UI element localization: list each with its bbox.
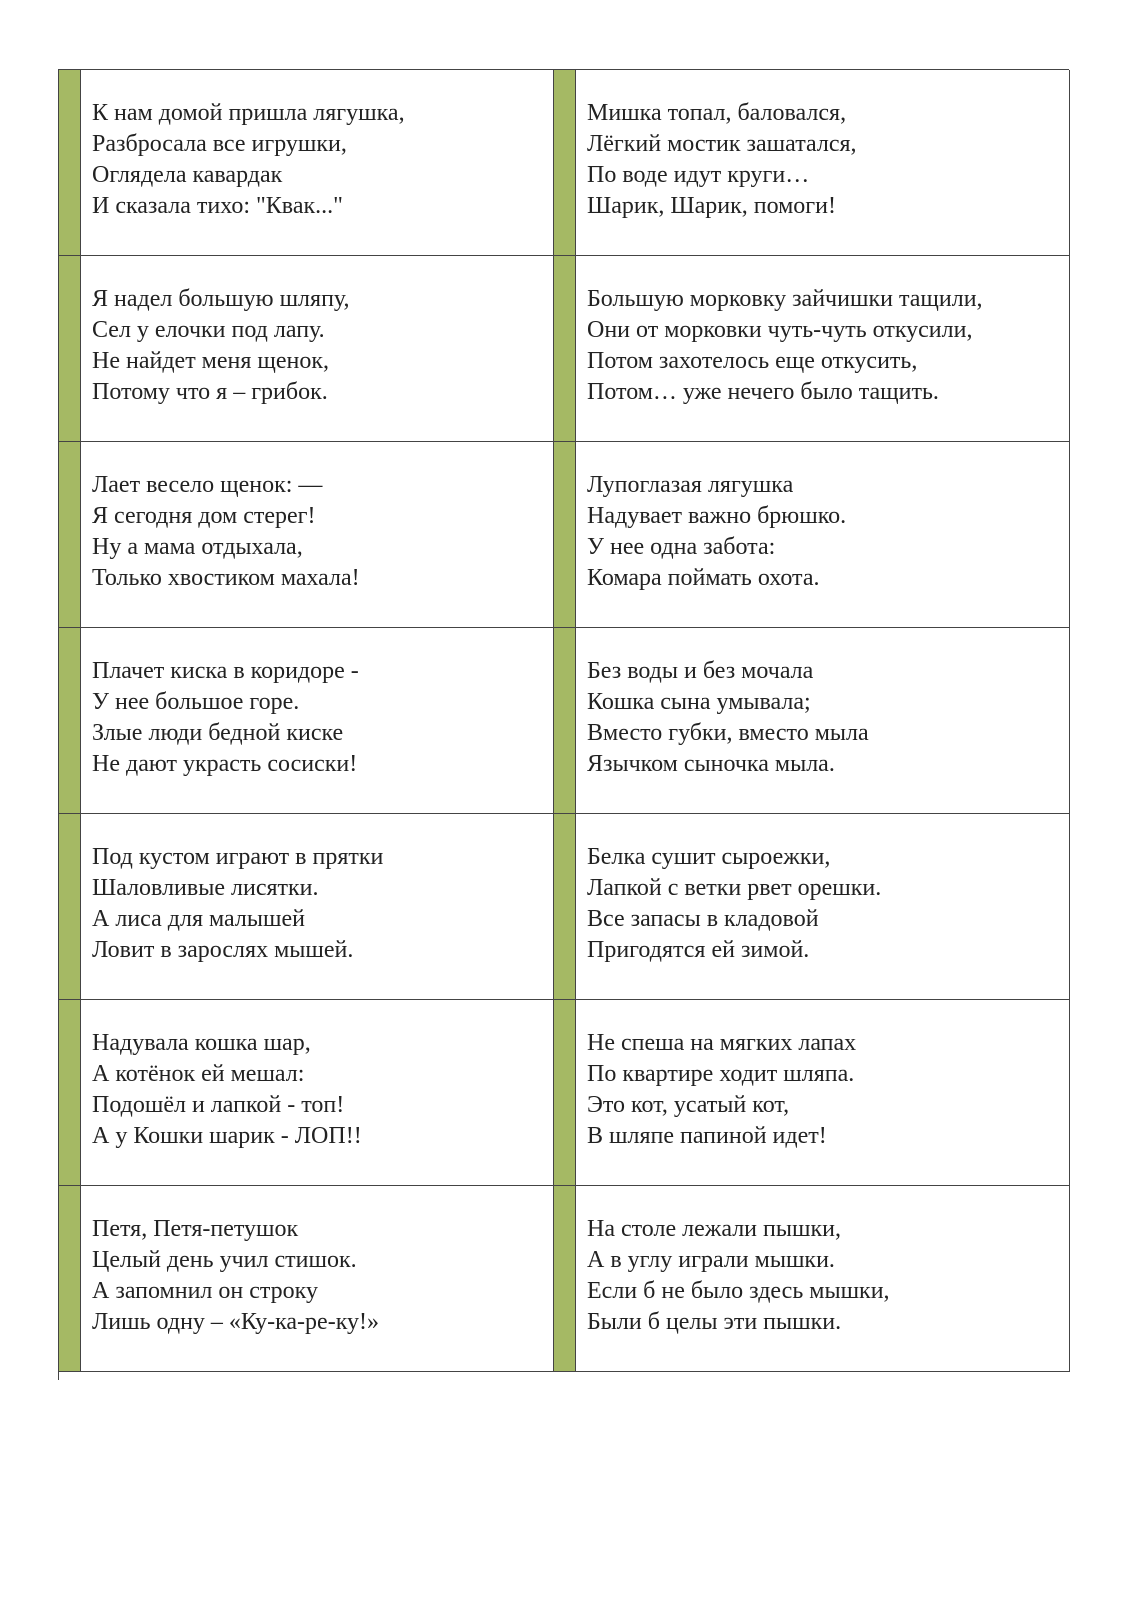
poem-card: [59, 1186, 554, 1372]
card-accent-stripe: [554, 814, 576, 999]
verse-line: У нее одна забота:: [587, 534, 776, 560]
poem-verse: [81, 70, 553, 255]
poem-verse: [81, 814, 553, 999]
verse-line: А запомнил он строку: [92, 1278, 318, 1304]
verse-line: Не спеша на мягких лапах: [587, 1030, 857, 1056]
verse-line: Пригодятся ей зимой.: [587, 937, 810, 963]
poem-card: [554, 814, 1070, 1000]
card-accent-stripe: [554, 70, 576, 255]
verse-line: Они от морковки чуть-чуть откусили,: [587, 317, 973, 343]
verse-line: Целый день учил стишок.: [92, 1247, 357, 1273]
verse-line: Шарик, Шарик, помоги!: [587, 193, 836, 219]
verse-line: В шляпе папиной идет!: [587, 1123, 827, 1149]
poem-verse: [81, 1186, 553, 1371]
verse-line: Я сегодня дом стерег!: [92, 503, 316, 529]
verse-line: Вместо губки, вместо мыла: [587, 720, 869, 746]
poem-verse: [576, 1000, 1069, 1185]
card-accent-stripe: [554, 628, 576, 813]
verse-line: Не дают украсть сосиски!: [92, 751, 358, 777]
verse-line: Под кустом играют в прятки: [92, 844, 384, 870]
verse-line: Злые люди бедной киске: [92, 720, 344, 746]
verse-line: Были б целы эти пышки.: [587, 1309, 842, 1335]
verse-line: Я надел большую шляпу,: [92, 286, 350, 312]
verse-line: К нам домой пришла лягушка,: [92, 100, 405, 126]
card-accent-stripe: [554, 442, 576, 627]
verse-line: А лиса для малышей: [92, 906, 305, 932]
verse-line: Потом… уже нечего было тащить.: [587, 379, 939, 405]
poem-card: [554, 628, 1070, 814]
verse-line: Ну а мама отдыхала,: [92, 534, 303, 560]
verse-line: Большую морковку зайчишки тащили,: [587, 286, 983, 312]
card-accent-stripe: [59, 814, 81, 999]
verse-line: Язычком сыночка мыла.: [587, 751, 835, 777]
verse-line: Без воды и без мочала: [587, 658, 814, 684]
poem-card: [59, 1000, 554, 1186]
verse-line: По квартире ходит шляпа.: [587, 1061, 855, 1087]
poem-verse: [576, 628, 1069, 813]
card-accent-stripe: [59, 256, 81, 441]
card-accent-stripe: [554, 1186, 576, 1371]
poem-verse: [576, 256, 1069, 441]
verse-line: Не найдет меня щенок,: [92, 348, 330, 374]
poem-verse: [81, 628, 553, 813]
verse-line: Подошёл и лапкой - топ!: [92, 1092, 345, 1118]
verse-line: Лает весело щенок: —: [92, 472, 323, 498]
card-accent-stripe: [59, 70, 81, 255]
verse-line: Кошка сына умывала;: [587, 689, 811, 715]
poem-card: [59, 70, 554, 256]
card-accent-stripe: [59, 1000, 81, 1185]
poem-card: [554, 442, 1070, 628]
verse-line: Надувала кошка шар,: [92, 1030, 311, 1056]
verse-line: Мишка топал, баловался,: [587, 100, 847, 126]
verse-line: Сел у елочки под лапу.: [92, 317, 325, 343]
poem-cards-sheet: [58, 69, 1069, 1380]
verse-line: Разбросала все игрушки,: [92, 131, 347, 157]
verse-line: Только хвостиком махала!: [92, 565, 360, 591]
verse-line: Лупоглазая лягушка: [587, 472, 794, 498]
verse-line: Плачет киска в коридоре -: [92, 658, 359, 684]
verse-line: Надувает важно брюшко.: [587, 503, 847, 529]
verse-line: Шаловливые лисятки.: [92, 875, 319, 901]
verse-line: Потом захотелось еще откусить,: [587, 348, 918, 374]
poem-verse: [576, 814, 1069, 999]
poem-card: [59, 256, 554, 442]
poem-verse: [81, 1000, 553, 1185]
verse-line: Белка сушит сыроежки,: [587, 844, 831, 870]
poem-card: [59, 814, 554, 1000]
poem-verse: [576, 442, 1069, 627]
card-accent-stripe: [59, 442, 81, 627]
poem-card: [554, 1000, 1070, 1186]
poem-card: [59, 442, 554, 628]
verse-line: Лишь одну – «Ку-ка-ре-ку!»: [92, 1309, 380, 1335]
verse-line: Лёгкий мостик зашатался,: [587, 131, 857, 157]
verse-line: А у Кошки шарик - ЛОП!!: [92, 1123, 362, 1149]
verse-line: Это кот, усатый кот,: [587, 1092, 790, 1118]
poem-card: [554, 256, 1070, 442]
verse-line: Если б не было здесь мышки,: [587, 1278, 890, 1304]
verse-line: Комара поймать охота.: [587, 565, 820, 591]
verse-line: У нее большое горе.: [92, 689, 300, 715]
poem-verse: [576, 70, 1069, 255]
verse-line: Лапкой с ветки рвет орешки.: [587, 875, 882, 901]
poem-verse: [81, 442, 553, 627]
card-accent-stripe: [59, 628, 81, 813]
verse-line: А в углу играли мышки.: [587, 1247, 835, 1273]
poem-verse: [81, 256, 553, 441]
verse-line: По воде идут круги…: [587, 162, 810, 188]
poem-verse: [576, 1186, 1069, 1371]
card-accent-stripe: [554, 256, 576, 441]
verse-line: Оглядела кавардак: [92, 162, 283, 188]
verse-line: А котёнок ей мешал:: [92, 1061, 305, 1087]
poem-card: [554, 1186, 1070, 1372]
poem-card: [554, 70, 1070, 256]
verse-line: На столе лежали пышки,: [587, 1216, 841, 1242]
verse-line: Все запасы в кладовой: [587, 906, 819, 932]
verse-line: Петя, Петя-петушок: [92, 1216, 299, 1242]
card-accent-stripe: [554, 1000, 576, 1185]
card-accent-stripe: [59, 1186, 81, 1371]
verse-line: Ловит в зарослях мышей.: [92, 937, 354, 963]
verse-line: И сказала тихо: "Квак...": [92, 193, 343, 219]
verse-line: Потому что я – грибок.: [92, 379, 328, 405]
poem-card: [59, 628, 554, 814]
